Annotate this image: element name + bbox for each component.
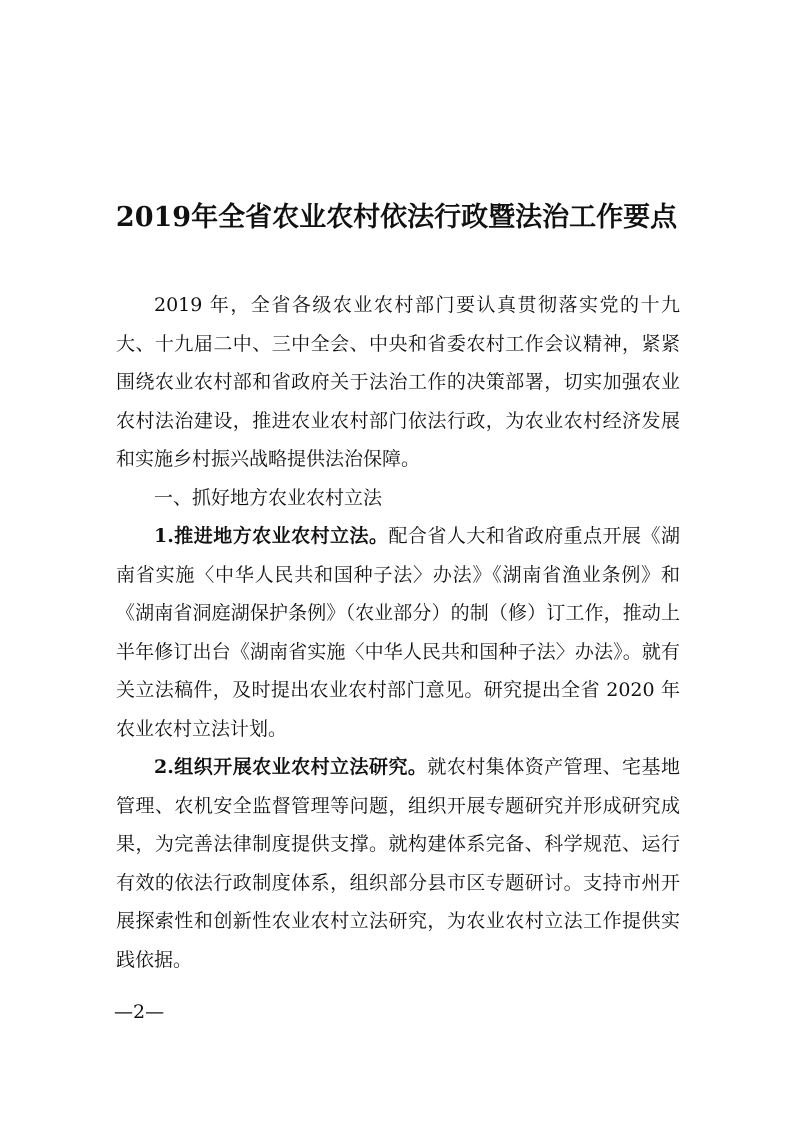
intro-paragraph: 2019 年，全省各级农业农村部门要认真贯彻落实党的十九大、十九届二中、三中全会、中央和省委农村工作会议精神，紧紧围绕农业农村部和省政府关于法治工作的决策部署，切实加强农业农村法治建设，推进农业农村部门依法行政，为农业农村经济发展和实施乡村振兴战略提供法治保障。 <box>116 294 680 470</box>
document-title: 2019年全省农业农村依法行政暨法治工作要点 <box>115 202 678 233</box>
item-2-paragraph <box>116 748 680 979</box>
document-body <box>116 286 680 979</box>
section-heading: 一、抓好地方农业农村立法 <box>154 486 383 509</box>
item-1-text: 配合省人大和省政府重点开展《湖南省实施〈中华人民共和国种子法〉办法》《湖南省渔业条例》和《湖南省洞庭湖保护条例》（农业部分）的制（修）订工作，推动上半年修订出台《湖南省实施〈中华人民共和国种子法〉办法》。就有关立法稿件，及时提出农业农村部门意见。研究提出全省 2020 年农业农村立法计划。 <box>116 525 680 740</box>
item-1-paragraph <box>116 517 680 748</box>
item-2-lead: 2.组织开展农业农村立法研究。 <box>154 756 428 778</box>
page-number: —2— <box>114 1001 165 1023</box>
item-1-lead: 1.推进地方农业农村立法。 <box>154 525 389 547</box>
item-2-text: 就农村集体资产管理、宅基地管理、农机安全监督管理等问题，组织开展专题研究并形成研究成果，为完善法律制度提供支撑。就构建体系完备、科学规范、运行有效的依法行政制度体系，组织部分县市区专题研讨。支持市州开展探索性和创新性农业农村立法研究，为农业农村立法工作提供实践依据。 <box>116 756 680 971</box>
